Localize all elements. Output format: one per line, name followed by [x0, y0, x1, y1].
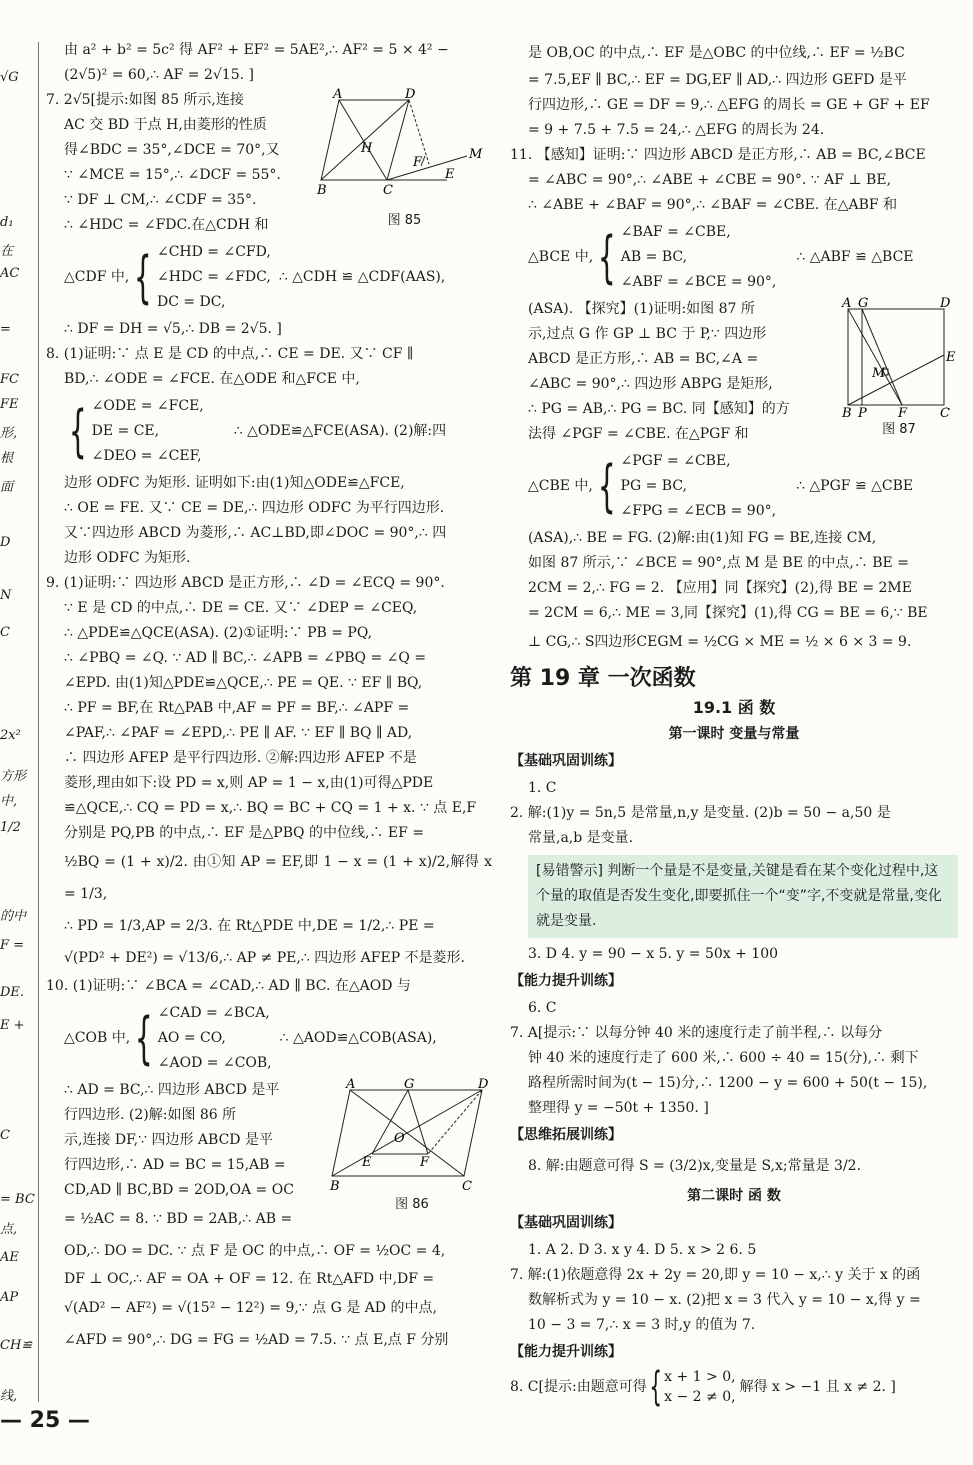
answer-line: 路程所需时间为(t − 15)分,∴ 1200 − y = 600 + 50(t − 15),	[528, 1075, 928, 1091]
text-line: ∴ OE = FE. 又∵ CE = DE,∴ 四边形 ODFC 为平行四边形.	[64, 500, 445, 516]
text-line: ABCD 是正方形,∴ AB = BC,∠A =	[528, 351, 759, 367]
svg-text:G: G	[858, 296, 869, 311]
lesson-title: 第一课时 变量与常量	[668, 726, 800, 742]
equation-system	[46, 1001, 492, 1076]
edge-fragment: 在	[0, 244, 14, 259]
figure-86-diagram	[330, 1077, 492, 1194]
figure-87	[840, 296, 958, 442]
text-line: ∴ AD = BC,∴ 四边形 ABCD 是平	[64, 1082, 280, 1098]
text-line: ∴ △AOD≌△COB(ASA),	[279, 1030, 437, 1046]
text-line: ∠PAF,∴ ∠PAF = ∠EPD,∴ PE ∥ AF. ∵ EF ∥ BQ ∥ AD,	[64, 725, 413, 741]
equation-system	[510, 1364, 958, 1410]
brace-symbol: {	[134, 244, 153, 310]
condition-line: DE = CE,	[91, 423, 160, 439]
condition-line: ∠ABF = ∠BCE = 90°,	[620, 274, 777, 290]
answer-line: 7. A[提示:∵ 以每分钟 40 米的速度行走了前半程,∴ 以每分	[510, 1025, 883, 1041]
text-line: 行四边形. (2)解:如图 86 所	[64, 1107, 237, 1123]
left-edge-cutoff-column	[0, 0, 35, 1404]
text-line: ½BQ = (1 + x)/2. 由①知 AP = EF,即 1 − x = (1 + x)/2,解得 x = 1/3,	[64, 854, 492, 902]
edge-fragment: CH≌	[0, 1338, 33, 1353]
brace-symbol: {	[68, 398, 87, 464]
edge-fragment: 根	[0, 451, 14, 466]
text-line: = 2CM = 6,∴ ME = 3,同【探究】(1),得 CG = BE = 6,∵ BE	[528, 605, 928, 621]
text-line: △CDF 中,	[64, 269, 130, 285]
svg-text:M: M	[469, 147, 483, 162]
right-column	[510, 38, 958, 1409]
edge-fragment: 1/2	[0, 820, 21, 835]
equation-system	[46, 394, 492, 469]
exercise-tag: 【能力提升训练】	[510, 973, 622, 989]
figure-87-diagram	[840, 296, 958, 421]
edge-fragment: 2x²	[0, 728, 21, 743]
text-line: (ASA). 【探究】(1)证明:如图 87 所	[528, 301, 755, 317]
edge-fragment: 线,	[0, 1389, 18, 1404]
condition-line: DC = DC,	[156, 294, 226, 310]
svg-text:A: A	[346, 1077, 356, 1092]
lesson-title: 第二课时 函 数	[687, 1188, 781, 1204]
text-line: BD,∴ ∠ODE = ∠FCE. 在△ODE 和△FCE 中,	[64, 371, 360, 387]
svg-text:F: F	[413, 155, 423, 170]
text-line: ∵ E 是 CD 的中点,∴ DE = CE. 又∵ ∠DEP = ∠CEQ,	[64, 600, 418, 616]
edge-fragment: D	[0, 535, 11, 550]
svg-text:C: C	[940, 406, 950, 421]
answer-line: 常量,a,b 是变量.	[528, 830, 634, 846]
answer-line: 钟 40 米的速度行走了 600 米,∴ 600 ÷ 40 = 15(分),∴ 剩下	[528, 1050, 919, 1066]
svg-text:F: F	[898, 406, 908, 421]
edge-fragment: 方形	[0, 769, 27, 784]
text-line: = 9 + 7.5 + 7.5 = 24,∴ △EFG 的周长为 24.	[528, 122, 825, 138]
figure-85-diagram	[317, 87, 492, 208]
section-title: 19.1 函 数	[692, 698, 776, 717]
text-line: AC 交 BD 于点 H,由菱形的性质	[64, 117, 267, 133]
answer-line: 10 − 3 = 7,∴ x = 3 时,y 的值为 7.	[528, 1317, 756, 1333]
answer-line: 1. A 2. D 3. x y 4. D 5. x > 2 6. 5	[528, 1242, 757, 1258]
svg-text:F: F	[420, 1155, 430, 1170]
brace-symbol: {	[597, 453, 616, 519]
svg-text:C: C	[462, 1179, 472, 1194]
answer-line: 8. C[提示:由题意可得	[510, 1378, 647, 1395]
text-line: ∵ DF ⊥ CM,∴ ∠CDF = 35°.	[64, 192, 257, 208]
warning-text: 判断一个量是不是变量,关键是看在某个变化过程中,这个量的取值是否发生变化,即要抓住一个“变”字,不变就是常量,变化就是变量.	[536, 863, 942, 929]
edge-fragment: 面	[0, 480, 14, 495]
svg-text:H: H	[361, 141, 373, 156]
condition-line: x − 2 ≠ 0,	[664, 1389, 736, 1405]
exercise-tag: 【能力提升训练】	[510, 1344, 622, 1360]
answer-line: 解得 x > −1 且 x ≠ 2. ]	[739, 1378, 896, 1395]
text-line: ∵ ∠MCE = 15°,∴ ∠DCF = 55°.	[64, 167, 281, 183]
edge-fragment: = BC	[0, 1192, 35, 1207]
exercise-tag: 【基础巩固训练】	[510, 753, 622, 769]
condition-line: ∠CHD = ∠CFD,	[156, 244, 271, 260]
condition-line: ∠HDC = ∠FDC,	[156, 269, 271, 285]
figure-caption: 图 86	[395, 1197, 429, 1212]
svg-text:O: O	[394, 1131, 405, 1146]
text-line: = ∠ABC = 90°,∴ ∠ABE + ∠CBE = 90°. ∵ AF ⊥ BE,	[528, 172, 892, 188]
text-line: OD,∴ DO = DC. ∵ 点 F 是 OC 的中点,∴ OF = ½OC = 4,	[64, 1243, 446, 1259]
svg-text:D: D	[478, 1077, 489, 1092]
text-line: (ASA),∴ BE = FG. (2)解:由(1)知 FG = BE,连接 CM,	[528, 530, 877, 546]
edge-fragment: 中,	[0, 794, 18, 809]
answer-line: 3. D 4. y = 90 − x 5. y = 50x + 100	[528, 946, 779, 962]
text-line: 2CM = 2,∴ FG = 2. 【应用】同【探究】(2),得 BE = 2ME	[528, 580, 912, 596]
text-line: 得∠BDC = 35°,∠DCE = 70°,又	[64, 142, 280, 158]
text-line: 边形 ODFC 为矩形. 证明如下:由(1)知△ODE≌△FCE,	[64, 475, 405, 491]
condition-line: AB = BC,	[620, 249, 688, 265]
svg-text:E: E	[445, 167, 455, 182]
text-line: ∴ △CDH ≌ △CDF(AAS),	[278, 269, 446, 285]
text-line: ∴ DF = DH = √5,∴ DB = 2√5. ]	[64, 321, 282, 337]
edge-fragment: DE.	[0, 985, 25, 1000]
text-line: √(PD² + DE²) = √13/6,∴ AP ≠ PE,∴ 四边形 AFEP 不是菱形.	[64, 950, 466, 966]
answer-line: 数解析式为 y = 10 − x. (2)把 x = 3 代入 y = 10 − x,得 y =	[528, 1292, 921, 1308]
svg-text:M: M	[872, 366, 886, 381]
text-line: DF ⊥ OC,∴ AF = OA + OF = 12. 在 Rt△AFD 中,DF =	[64, 1271, 435, 1287]
edge-fragment: E +	[0, 1018, 25, 1033]
figure-85	[317, 87, 492, 233]
text-line: ∴ PF = BF,在 Rt△PAB 中,AF = PF = BF,∴ ∠APF =	[64, 700, 410, 716]
left-column	[46, 38, 492, 1356]
figure-86	[330, 1077, 492, 1217]
text-line: ∴ PG = AB,∴ PG = BC. 同【感知】的方	[528, 401, 790, 417]
svg-text:G: G	[404, 1077, 415, 1092]
warning-title: [易错警示]	[536, 863, 603, 879]
equation-system	[510, 220, 958, 295]
svg-text:D: D	[405, 87, 416, 102]
text-line: (2√5)² = 60,∴ AF = 2√15. ]	[64, 67, 254, 83]
text-line: 菱形,理由如下:设 PD = x,则 AP = 1 − x,由(1)可得△PDE	[64, 775, 434, 791]
svg-text:E: E	[946, 350, 956, 365]
edge-fragment: 形,	[0, 426, 18, 441]
text-line: ∴ PD = 1/3,AP = 2/3. 在 Rt△PDE 中,DE = 1/2,∴ PE =	[64, 918, 435, 934]
text-line: △BCE 中,	[528, 249, 594, 265]
error-warning-box	[528, 855, 958, 938]
edge-fragment: √G	[0, 70, 19, 85]
figure-caption: 图 87	[882, 422, 916, 437]
brace-symbol: {	[598, 224, 616, 290]
brace-symbol: {	[135, 1005, 153, 1071]
text-line: 又∵四边形 ABCD 为菱形,∴ AC⊥BD,即∠DOC = 90°,∴ 四	[64, 525, 447, 541]
text-line: ⊥ CG,∴ S四边形CEGM = ½CG × ME = ½ × 6 × 3 = 9.	[528, 634, 912, 650]
answer-line: 7. 解:(1)依题意得 2x + 2y = 20,即 y = 10 − x,∴ y 关于 x 的函	[510, 1267, 921, 1283]
condition-line: ∠AOD = ∠COB,	[157, 1055, 272, 1071]
edge-fragment: N	[0, 588, 12, 603]
svg-text:A: A	[333, 87, 343, 102]
text-line: 示,过点 G 作 GP ⊥ BC 于 P,∵ 四边形	[528, 326, 767, 342]
svg-text:B: B	[842, 406, 852, 421]
answer-line: 2. 解:(1)y = 5n,5 是常量,n,y 是变量. (2)b = 50 − a,50 是	[510, 805, 891, 821]
text-line: ∴ 四边形 AFEP 是平行四边形. ②解:四边形 AFEP 不是	[64, 750, 417, 766]
figure-caption: 图 85	[387, 213, 422, 228]
condition-line: ∠CAD = ∠BCA,	[157, 1005, 270, 1021]
text-line: ≌△QCE,∴ CQ = PD = x,∴ BQ = BC + CQ = 1 + x. ∵ 点 E,F	[64, 800, 477, 816]
svg-text:B: B	[317, 183, 327, 198]
text-line: ∴ △PDE≌△QCE(ASA). (2)①证明:∵ PB = PQ,	[64, 625, 373, 641]
edge-fragment: AC	[0, 266, 20, 281]
edge-fragment: AE	[0, 1250, 19, 1265]
svg-text:C: C	[383, 183, 393, 198]
svg-text:B: B	[330, 1179, 340, 1194]
text-line: △CBE 中,	[528, 478, 593, 494]
condition-line: ∠DEO = ∠CEF,	[91, 448, 202, 464]
text-line: 分别是 PQ,PB 的中点,∴ EF 是△PBQ 的中位线,∴ EF =	[64, 825, 424, 841]
svg-text:D: D	[940, 296, 951, 311]
text-line: = ½AC = 8. ∵ BD = 2AB,∴ AB =	[64, 1211, 293, 1227]
text-line: 7. 2√5[提示:如图 85 所示,连接	[46, 92, 244, 108]
text-line: √(AD² − AF²) = √(15² − 12²) = 9,∵ 点 G 是 AD 的中点,	[64, 1300, 437, 1316]
condition-line: x + 1 > 0,	[664, 1369, 736, 1385]
exercise-tag: 【思维拓展训练】	[510, 1127, 622, 1143]
edge-fragment: C	[0, 625, 10, 640]
text-line: 10. (1)证明:∵ ∠BCA = ∠CAD,∴ AD ∥ BC. 在△AOD 与	[46, 978, 411, 994]
condition-line: AO = CO,	[157, 1030, 226, 1046]
text-line: ∴ △ABF ≌ △BCE	[796, 249, 914, 265]
page-number: — 25 —	[0, 1408, 90, 1433]
text-line: ∴ △PGF ≌ △CBE	[796, 478, 914, 494]
text-line: = 7.5,EF ∥ BC,∴ EF = DG,EF ∥ AD,∴ 四边形 GEFD 是平	[528, 72, 907, 88]
text-line: CD,AD ∥ BC,BD = 2OD,OA = OC	[64, 1182, 294, 1198]
text-line: ∴ △ODE≌△FCE(ASA). (2)解:四	[233, 423, 447, 439]
edge-fragment: F =	[0, 938, 25, 953]
text-line: 是 OB,OC 的中点,∴ EF 是△OBC 的中位线,∴ EF = ½BC	[528, 45, 905, 61]
edge-fragment: C	[0, 1128, 10, 1143]
edge-fragment: 的中	[0, 909, 27, 924]
equation-system	[510, 449, 958, 524]
svg-text:P: P	[858, 406, 867, 421]
text-line: ∴ ∠PBQ = ∠Q. ∵ AD ∥ BC,∴ ∠APB = ∠PBQ = ∠Q =	[64, 650, 427, 666]
text-line: 由 a² + b² = 5c² 得 AF² + EF² = 5AE²,∴ AF² = 5 × 4² −	[64, 42, 449, 58]
edge-fragment: FE	[0, 397, 19, 412]
text-line: 法得 ∠PGF = ∠CBE. 在△PGF 和	[528, 426, 749, 442]
answer-line: 整理得 y = −50t + 1350. ]	[528, 1100, 709, 1116]
text-line: 如图 87 所示,∵ ∠BCE = 90°,点 M 是 BE 的中点,∴ BE =	[528, 555, 909, 571]
condition-line: PG = BC,	[620, 478, 687, 494]
edge-fragment: =	[0, 322, 11, 337]
text-line: 11. 【感知】证明:∵ 四边形 ABCD 是正方形,∴ AB = BC,∠BCE	[510, 147, 926, 163]
text-line: 边形 ODFC 为矩形.	[64, 550, 191, 566]
text-line: 行四边形,∴ GE = DF = 9,∴ △EFG 的周长 = GE + GF + EF	[528, 97, 930, 113]
svg-text:A: A	[842, 296, 852, 311]
condition-line: ∠BAF = ∠CBE,	[620, 224, 731, 240]
equation-system	[46, 240, 492, 315]
column-divider	[38, 42, 39, 1402]
condition-line: ∠PGF = ∠CBE,	[620, 453, 731, 469]
answer-line: 1. C	[528, 780, 557, 796]
text-line: 8. (1)证明:∵ 点 E 是 CD 的中点,∴ CE = DE. 又∵ CF ∥	[46, 346, 414, 362]
edge-fragment: AP	[0, 1290, 19, 1305]
text-line: ∠ABC = 90°,∴ 四边形 ABPG 是矩形,	[528, 376, 773, 392]
condition-line: ∠FPG = ∠ECB = 90°,	[620, 503, 777, 519]
text-line: 行四边形,∴ AD = BC = 15,AB =	[64, 1157, 286, 1173]
answer-line: 6. C	[528, 1000, 557, 1016]
text-line: 9. (1)证明:∵ 四边形 ABCD 是正方形,∴ ∠D = ∠ECQ = 90°.	[46, 575, 445, 591]
text-line: ∠EPD. 由(1)知△PDE≌△QCE,∴ PE = QE. ∵ EF ∥ BQ,	[64, 675, 423, 691]
condition-line: ∠ODE = ∠FCE,	[91, 398, 204, 414]
edge-fragment: FC	[0, 372, 19, 387]
text-line: ∴ ∠HDC = ∠FDC.在△CDH 和	[64, 217, 269, 233]
exercise-tag: 【基础巩固训练】	[510, 1215, 622, 1231]
edge-fragment: 点,	[0, 1222, 18, 1237]
text-line: ∴ ∠ABE + ∠BAF = 90°,∴ ∠BAF = ∠CBE. 在△ABF 和	[528, 197, 898, 213]
brace-symbol: {	[649, 1364, 662, 1410]
chapter-title: 第 19 章 一次函数	[510, 666, 696, 691]
answer-line: 8. 解:由题意可得 S = (3/2)x,变量是 S,x;常量是 3/2.	[528, 1158, 862, 1174]
text-line: 示,连接 DF,∵ 四边形 ABCD 是平	[64, 1132, 273, 1148]
svg-text:E: E	[362, 1155, 372, 1170]
edge-fragment: d₁	[0, 215, 14, 230]
text-line: ∠AFD = 90°,∴ DG = FG = ½AD = 7.5. ∵ 点 E,点 F 分别	[64, 1332, 449, 1348]
text-line: △COB 中,	[64, 1030, 131, 1046]
